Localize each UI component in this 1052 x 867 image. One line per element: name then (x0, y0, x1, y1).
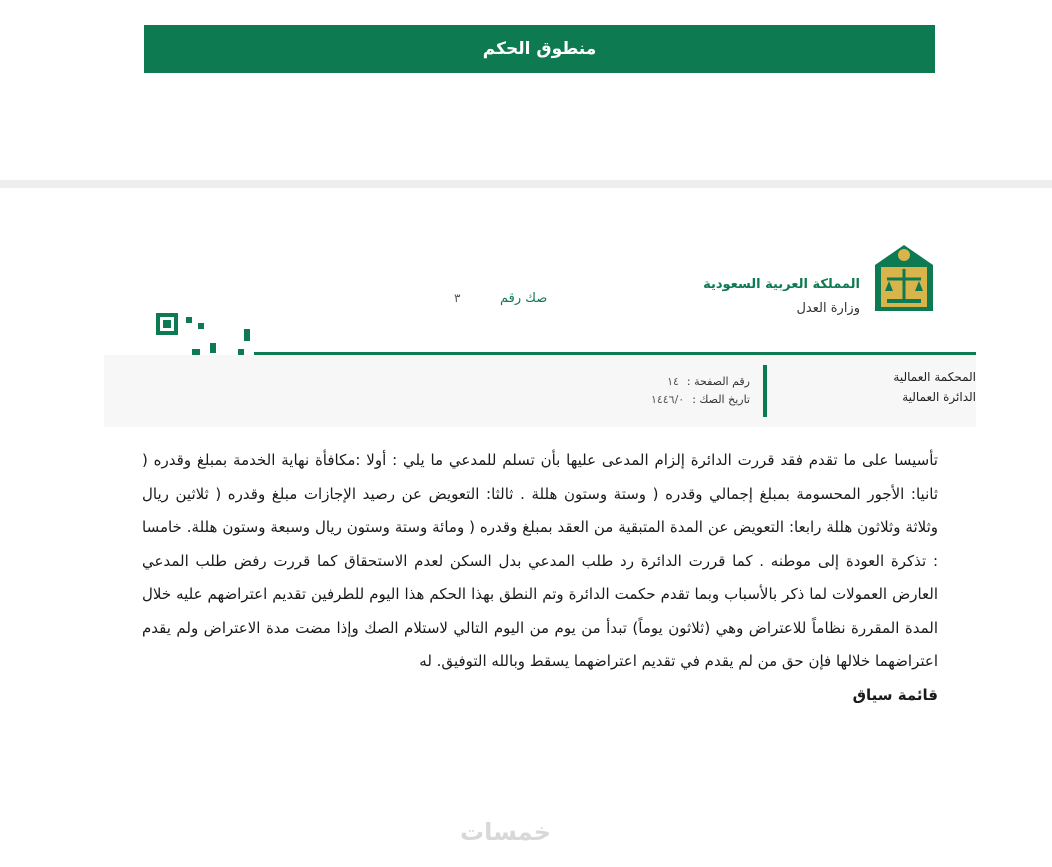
page-number-label: رقم الصفحة : (686, 375, 750, 388)
deed-date-label: تاريخ الصك : (692, 393, 750, 406)
verdict-title-bar (144, 25, 935, 73)
header-rule (254, 352, 976, 355)
page-number-row (590, 373, 750, 391)
page-number-value: ١٤ (667, 375, 679, 388)
kingdom-name: المملكة العربية السعودية (703, 277, 860, 292)
deed-number-label: صك رقم (500, 291, 548, 306)
ministry-name: وزارة العدل (796, 301, 860, 316)
section-divider (0, 180, 1052, 188)
circuit-name: الدائرة العمالية (902, 390, 976, 404)
court-info (816, 367, 976, 407)
footer-brand-logo: خمسات (460, 818, 551, 846)
verdict-paragraph: تأسيسا على ما تقدم فقد قررت الدائرة إلزام المدعى عليها بأن تسلم للمدعي ما يلي : أولا :مكافأة نهاية الخدمة بمبلغ وقدره ( ثانيا: الأجور المحسومة بمبلغ إجمالي وقدره ( وستة وستون هللة . ثالثا: التعويض عن رصيد الإجازات مبلغ وقدره ( ثلاثين ريال وثلاثة وثلاثون هللة رابعا: التعويض عن المدة المتبقية من العقد بمبلغ وقدره ( ومائة وستة وستون ريال وسبعة وستون هللة. خامسا : تذكرة العودة إلى موطنه . كما قررت الدائرة رد طلب المدعي بدل السكن لعدم الاستحقاق كما قررت رفض طلب المدعي العارض العمولات لما ذكر بالأسباب وبما تقدم حكمت الدائرة وتم النطق بهذا الحكم هذا اليوم للطرفين تقديم اعتراضهم عليه خلال المدة المقررة نظاماً للاعتراض وهي (ثلاثون يوماً) تبدأ من يوم من اليوم التالي لاستلام الصك وإذا مضت مدة الاعتراض ولم يقدم اعتراضهما خلالها فإن حق من لم يقدم في تقديم اعتراضهما يسقط وبالله التوفيق. له (142, 451, 938, 670)
verdict-signoff: قائمة سياق (852, 685, 938, 704)
deed-document (104, 205, 976, 867)
deed-meta (590, 373, 750, 409)
deed-date-row (590, 391, 750, 409)
verdict-title: منطوق الحكم (482, 39, 597, 59)
ministry-emblem-icon (871, 235, 937, 317)
deed-date-value: ١٤٤٦/٠ (650, 393, 685, 406)
info-separator (763, 365, 767, 417)
deed-number-value: ٣ (454, 291, 461, 305)
verdict-body (142, 444, 938, 712)
court-name: المحكمة العمالية (893, 370, 976, 384)
